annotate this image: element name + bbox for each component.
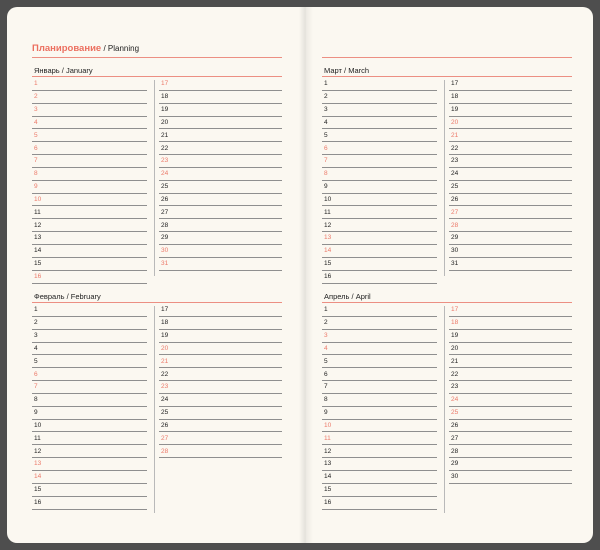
day-number: 30 bbox=[161, 247, 169, 255]
day-number: 11 bbox=[34, 434, 41, 442]
day-row[interactable] bbox=[449, 232, 572, 245]
day-number: 5 bbox=[34, 357, 38, 365]
day-row[interactable] bbox=[32, 471, 147, 484]
day-number: 24 bbox=[161, 170, 169, 178]
day-row[interactable] bbox=[449, 343, 572, 356]
day-row[interactable] bbox=[322, 343, 437, 356]
day-row[interactable] bbox=[159, 407, 282, 420]
day-row[interactable] bbox=[322, 181, 437, 194]
day-row[interactable] bbox=[32, 258, 147, 271]
day-row[interactable] bbox=[449, 304, 572, 317]
day-row[interactable] bbox=[449, 168, 572, 181]
day-row[interactable] bbox=[32, 317, 147, 330]
day-row[interactable] bbox=[32, 91, 147, 104]
day-number: 5 bbox=[34, 131, 38, 139]
day-number: 1 bbox=[34, 80, 38, 88]
day-number: 30 bbox=[451, 247, 459, 255]
day-number: 21 bbox=[451, 131, 459, 139]
day-row[interactable] bbox=[159, 258, 282, 271]
day-number: 6 bbox=[34, 144, 38, 152]
page-title bbox=[32, 43, 139, 54]
day-number: 20 bbox=[161, 344, 169, 352]
day-number: 2 bbox=[34, 319, 38, 327]
day-row[interactable] bbox=[159, 432, 282, 445]
day-row[interactable] bbox=[449, 91, 572, 104]
days-column-1-16 bbox=[32, 304, 147, 510]
day-row[interactable] bbox=[159, 117, 282, 130]
day-row[interactable] bbox=[32, 484, 147, 497]
month-name: Февраль / February bbox=[34, 292, 101, 301]
day-number: 24 bbox=[451, 170, 459, 178]
day-number: 15 bbox=[324, 260, 332, 268]
day-row[interactable] bbox=[449, 206, 572, 219]
month-divider bbox=[32, 302, 282, 303]
day-number: 22 bbox=[161, 144, 169, 152]
day-row[interactable] bbox=[32, 497, 147, 510]
day-row[interactable] bbox=[449, 458, 572, 471]
days-column-17-31 bbox=[449, 304, 572, 484]
day-number: 13 bbox=[324, 460, 332, 468]
title-divider-right bbox=[322, 57, 572, 58]
day-row[interactable] bbox=[449, 420, 572, 433]
day-row[interactable] bbox=[449, 355, 572, 368]
day-row[interactable] bbox=[32, 194, 147, 207]
day-number: 14 bbox=[34, 247, 42, 255]
day-row[interactable] bbox=[159, 368, 282, 381]
day-number: 15 bbox=[34, 260, 42, 268]
day-row[interactable] bbox=[449, 78, 572, 91]
day-row[interactable] bbox=[322, 219, 437, 232]
day-number: 3 bbox=[34, 106, 38, 114]
day-row[interactable] bbox=[322, 304, 437, 317]
day-row[interactable] bbox=[322, 330, 437, 343]
day-row[interactable] bbox=[159, 78, 282, 91]
day-row[interactable] bbox=[322, 355, 437, 368]
day-number: 25 bbox=[161, 409, 169, 417]
page-title-ru: Планирование bbox=[32, 43, 102, 54]
day-row[interactable] bbox=[32, 168, 147, 181]
day-number: 14 bbox=[34, 473, 42, 481]
day-number: 6 bbox=[34, 370, 38, 378]
day-number: 3 bbox=[34, 332, 38, 340]
day-row[interactable] bbox=[322, 484, 437, 497]
day-row[interactable] bbox=[322, 497, 437, 510]
day-row[interactable] bbox=[32, 343, 147, 356]
day-number: 12 bbox=[324, 221, 332, 229]
day-row[interactable] bbox=[32, 355, 147, 368]
day-number: 9 bbox=[324, 183, 328, 191]
day-row[interactable] bbox=[159, 245, 282, 258]
day-row[interactable] bbox=[322, 458, 437, 471]
day-number: 8 bbox=[324, 170, 328, 178]
day-number: 23 bbox=[451, 383, 459, 391]
day-row[interactable] bbox=[159, 330, 282, 343]
day-row[interactable] bbox=[32, 245, 147, 258]
day-number: 30 bbox=[451, 473, 459, 481]
day-number: 17 bbox=[161, 80, 169, 88]
day-number: 20 bbox=[161, 118, 169, 126]
day-row[interactable] bbox=[322, 245, 437, 258]
day-number: 31 bbox=[451, 260, 459, 268]
day-number: 25 bbox=[451, 409, 459, 417]
day-number: 24 bbox=[451, 396, 459, 404]
day-number: 10 bbox=[34, 421, 42, 429]
day-row[interactable] bbox=[159, 304, 282, 317]
day-number: 29 bbox=[451, 460, 459, 468]
day-row[interactable] bbox=[159, 381, 282, 394]
day-number: 3 bbox=[324, 106, 328, 114]
day-number: 11 bbox=[34, 208, 41, 216]
day-row[interactable] bbox=[32, 117, 147, 130]
day-number: 4 bbox=[324, 118, 328, 126]
day-number: 9 bbox=[34, 183, 38, 191]
day-row[interactable] bbox=[322, 432, 437, 445]
day-number: 27 bbox=[451, 208, 459, 216]
month-divider bbox=[32, 76, 282, 77]
day-number: 13 bbox=[34, 460, 42, 468]
day-row[interactable] bbox=[159, 219, 282, 232]
day-row[interactable] bbox=[159, 343, 282, 356]
day-number: 4 bbox=[34, 118, 38, 126]
day-row[interactable] bbox=[449, 181, 572, 194]
day-row[interactable] bbox=[449, 432, 572, 445]
day-row[interactable] bbox=[322, 129, 437, 142]
day-number: 16 bbox=[324, 273, 332, 280]
day-number: 27 bbox=[161, 208, 169, 216]
day-number: 23 bbox=[451, 157, 459, 165]
day-row[interactable] bbox=[322, 445, 437, 458]
day-row[interactable] bbox=[32, 304, 147, 317]
day-row[interactable] bbox=[32, 432, 147, 445]
day-number: 19 bbox=[161, 106, 169, 114]
day-number: 19 bbox=[161, 332, 169, 340]
day-row[interactable] bbox=[449, 129, 572, 142]
day-row[interactable] bbox=[32, 129, 147, 142]
day-number: 13 bbox=[34, 234, 42, 242]
day-number: 21 bbox=[161, 357, 169, 365]
day-row[interactable] bbox=[32, 394, 147, 407]
day-row[interactable] bbox=[449, 368, 572, 381]
day-number: 18 bbox=[161, 93, 169, 101]
day-row[interactable] bbox=[322, 271, 437, 284]
day-number: 10 bbox=[324, 195, 332, 203]
month-name: Март / March bbox=[324, 66, 370, 75]
day-row[interactable] bbox=[32, 78, 147, 91]
day-row[interactable] bbox=[449, 471, 572, 484]
day-number: 19 bbox=[451, 106, 459, 114]
day-number: 6 bbox=[324, 370, 328, 378]
day-row[interactable] bbox=[449, 155, 572, 168]
day-number: 1 bbox=[324, 306, 328, 314]
day-row[interactable] bbox=[32, 381, 147, 394]
day-number: 14 bbox=[324, 247, 332, 255]
day-row[interactable] bbox=[322, 232, 437, 245]
day-number: 22 bbox=[451, 144, 459, 152]
day-row[interactable] bbox=[322, 317, 437, 330]
day-number: 16 bbox=[34, 273, 42, 280]
day-number: 2 bbox=[34, 93, 38, 101]
day-number: 10 bbox=[34, 195, 42, 203]
days-column-1-16 bbox=[322, 304, 437, 510]
day-row[interactable] bbox=[159, 181, 282, 194]
day-row[interactable] bbox=[32, 206, 147, 219]
day-row[interactable] bbox=[449, 117, 572, 130]
day-number: 29 bbox=[451, 234, 459, 242]
month-divider bbox=[322, 302, 572, 303]
day-number: 18 bbox=[161, 319, 169, 327]
day-number: 23 bbox=[161, 157, 169, 165]
day-number: 26 bbox=[451, 421, 459, 429]
day-row[interactable] bbox=[159, 129, 282, 142]
column-separator bbox=[154, 80, 155, 276]
day-number: 7 bbox=[34, 157, 38, 165]
day-row[interactable] bbox=[449, 330, 572, 343]
day-number: 17 bbox=[451, 80, 459, 88]
day-number: 10 bbox=[324, 421, 332, 429]
day-row[interactable] bbox=[32, 330, 147, 343]
day-number: 31 bbox=[161, 260, 169, 268]
day-number: 4 bbox=[34, 344, 38, 352]
days-column-17-31 bbox=[159, 304, 282, 458]
page-title-en: / Planning bbox=[103, 44, 140, 53]
day-number: 2 bbox=[324, 93, 328, 101]
day-number: 5 bbox=[324, 357, 328, 365]
day-number: 27 bbox=[161, 434, 169, 442]
month-name: Январь / January bbox=[34, 66, 93, 75]
day-row[interactable] bbox=[159, 317, 282, 330]
day-row[interactable] bbox=[32, 232, 147, 245]
day-row[interactable] bbox=[322, 104, 437, 117]
day-number: 6 bbox=[324, 144, 328, 152]
day-number: 13 bbox=[324, 234, 332, 242]
day-row[interactable] bbox=[32, 420, 147, 433]
day-row[interactable] bbox=[322, 155, 437, 168]
day-number: 16 bbox=[324, 499, 332, 506]
day-number: 28 bbox=[161, 221, 169, 229]
day-row[interactable] bbox=[32, 271, 147, 284]
day-number: 8 bbox=[324, 396, 328, 404]
day-number: 26 bbox=[161, 421, 169, 429]
day-number: 8 bbox=[34, 170, 38, 178]
day-number: 8 bbox=[34, 396, 38, 404]
day-row[interactable] bbox=[449, 258, 572, 271]
day-number: 24 bbox=[161, 396, 169, 404]
day-number: 28 bbox=[161, 447, 169, 455]
day-row[interactable] bbox=[322, 168, 437, 181]
day-row[interactable] bbox=[449, 194, 572, 207]
day-number: 15 bbox=[324, 486, 332, 494]
day-number: 26 bbox=[451, 195, 459, 203]
day-number: 18 bbox=[451, 319, 459, 327]
days-column-17-31 bbox=[449, 78, 572, 271]
day-row[interactable] bbox=[322, 117, 437, 130]
day-number: 26 bbox=[161, 195, 169, 203]
day-number: 11 bbox=[324, 208, 331, 216]
day-number: 20 bbox=[451, 344, 459, 352]
day-row[interactable] bbox=[322, 206, 437, 219]
day-number: 14 bbox=[324, 473, 332, 481]
day-row[interactable] bbox=[159, 355, 282, 368]
day-number: 28 bbox=[451, 447, 459, 455]
day-row[interactable] bbox=[322, 471, 437, 484]
day-row[interactable] bbox=[32, 219, 147, 232]
day-row[interactable] bbox=[449, 317, 572, 330]
day-number: 25 bbox=[161, 183, 169, 191]
day-row[interactable] bbox=[159, 142, 282, 155]
day-number: 12 bbox=[34, 221, 42, 229]
day-row[interactable] bbox=[322, 258, 437, 271]
month-name: Апрель / April bbox=[324, 292, 371, 301]
day-row[interactable] bbox=[159, 168, 282, 181]
day-number: 29 bbox=[161, 234, 169, 242]
day-number: 21 bbox=[451, 357, 459, 365]
book-spine bbox=[299, 7, 313, 543]
day-number: 20 bbox=[451, 118, 459, 126]
day-row[interactable] bbox=[32, 407, 147, 420]
day-number: 1 bbox=[34, 306, 38, 314]
day-row[interactable] bbox=[322, 368, 437, 381]
day-number: 17 bbox=[451, 306, 459, 314]
day-number: 7 bbox=[324, 157, 328, 165]
day-row[interactable] bbox=[159, 155, 282, 168]
day-number: 22 bbox=[451, 370, 459, 378]
column-separator bbox=[154, 306, 155, 513]
day-number: 1 bbox=[324, 80, 328, 88]
day-row[interactable] bbox=[449, 407, 572, 420]
day-number: 11 bbox=[324, 434, 331, 442]
day-number: 28 bbox=[451, 221, 459, 229]
day-row[interactable] bbox=[322, 194, 437, 207]
day-row[interactable] bbox=[449, 142, 572, 155]
day-row[interactable] bbox=[32, 458, 147, 471]
day-number: 9 bbox=[324, 409, 328, 417]
day-row[interactable] bbox=[449, 245, 572, 258]
column-separator bbox=[444, 80, 445, 276]
day-row[interactable] bbox=[32, 142, 147, 155]
day-row[interactable] bbox=[159, 194, 282, 207]
day-number: 15 bbox=[34, 486, 42, 494]
day-number: 7 bbox=[324, 383, 328, 391]
column-separator bbox=[444, 306, 445, 513]
day-row[interactable] bbox=[449, 394, 572, 407]
title-divider bbox=[32, 57, 282, 58]
day-row[interactable] bbox=[159, 394, 282, 407]
month-divider bbox=[322, 76, 572, 77]
day-row[interactable] bbox=[32, 104, 147, 117]
planner-spread bbox=[7, 7, 593, 543]
days-column-1-16 bbox=[32, 78, 147, 284]
days-column-1-16 bbox=[322, 78, 437, 284]
day-number: 19 bbox=[451, 332, 459, 340]
day-number: 16 bbox=[34, 499, 42, 506]
day-number: 27 bbox=[451, 434, 459, 442]
day-number: 12 bbox=[324, 447, 332, 455]
day-number: 22 bbox=[161, 370, 169, 378]
day-number: 2 bbox=[324, 319, 328, 327]
day-row[interactable] bbox=[159, 420, 282, 433]
day-row[interactable] bbox=[322, 420, 437, 433]
day-row[interactable] bbox=[159, 232, 282, 245]
day-number: 25 bbox=[451, 183, 459, 191]
day-row[interactable] bbox=[159, 445, 282, 458]
day-row[interactable] bbox=[32, 155, 147, 168]
days-column-17-31 bbox=[159, 78, 282, 271]
day-row[interactable] bbox=[322, 78, 437, 91]
day-number: 23 bbox=[161, 383, 169, 391]
day-number: 3 bbox=[324, 332, 328, 340]
day-row[interactable] bbox=[322, 142, 437, 155]
day-number: 5 bbox=[324, 131, 328, 139]
day-row[interactable] bbox=[449, 445, 572, 458]
day-number: 12 bbox=[34, 447, 42, 455]
day-row[interactable] bbox=[32, 445, 147, 458]
day-row[interactable] bbox=[322, 394, 437, 407]
day-number: 4 bbox=[324, 344, 328, 352]
day-row[interactable] bbox=[159, 91, 282, 104]
day-row[interactable] bbox=[322, 91, 437, 104]
day-row[interactable] bbox=[449, 381, 572, 394]
day-number: 18 bbox=[451, 93, 459, 101]
day-row[interactable] bbox=[159, 206, 282, 219]
day-row[interactable] bbox=[449, 104, 572, 117]
day-row[interactable] bbox=[32, 181, 147, 194]
day-row[interactable] bbox=[159, 104, 282, 117]
day-number: 21 bbox=[161, 131, 169, 139]
day-row[interactable] bbox=[322, 381, 437, 394]
day-row[interactable] bbox=[322, 407, 437, 420]
day-row[interactable] bbox=[449, 219, 572, 232]
day-number: 9 bbox=[34, 409, 38, 417]
day-row[interactable] bbox=[32, 368, 147, 381]
day-number: 7 bbox=[34, 383, 38, 391]
day-number: 17 bbox=[161, 306, 169, 314]
